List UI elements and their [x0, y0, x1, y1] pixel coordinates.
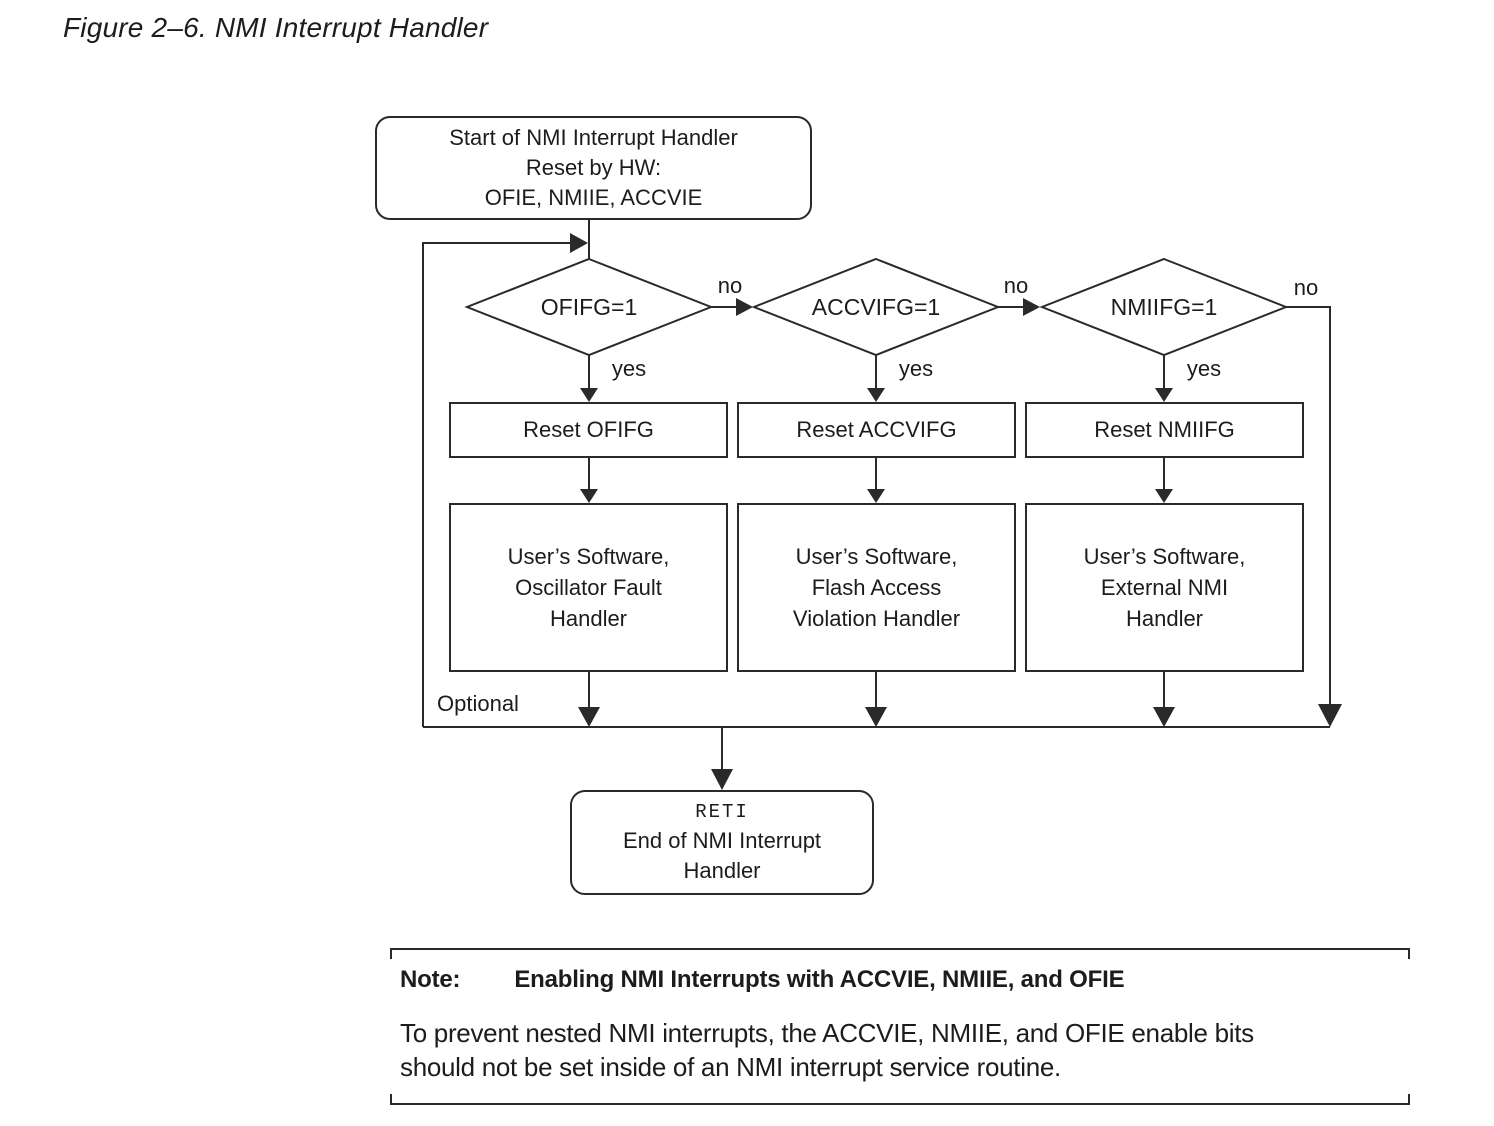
process-line: User’s Software,	[507, 544, 670, 569]
optional-label: Optional	[437, 691, 519, 716]
decision-ofifg-label: OFIFG=1	[540, 294, 638, 320]
decision-accvifg-label: ACCVIFG=1	[811, 294, 941, 320]
edge-label-no: no	[717, 273, 743, 298]
process-reset-nmiifg	[1025, 402, 1304, 458]
process-label: Reset NMIIFG	[1094, 417, 1235, 442]
edge-label-no: no	[1003, 273, 1029, 298]
process-line: Violation Handler	[792, 606, 961, 631]
note-bottom-rule	[390, 1094, 1410, 1105]
process-line: Handler	[549, 606, 628, 631]
process-line: User’s Software,	[1083, 544, 1246, 569]
end-node-code: RETI	[695, 801, 749, 823]
note-top-rule	[390, 948, 1410, 959]
process-flash-access-violation-handler	[737, 503, 1016, 672]
edge-label-no: no	[1293, 275, 1319, 300]
process-reset-accvifg	[737, 402, 1016, 458]
end-node-line: End of NMI Interrupt	[622, 828, 822, 853]
process-line: User’s Software,	[795, 544, 958, 569]
note-body-line: should not be set inside of an NMI interrupt service routine.	[400, 1052, 1061, 1082]
start-node-line: OFIE, NMIIE, ACCVIE	[484, 185, 703, 210]
process-oscillator-fault-handler	[449, 503, 728, 672]
process-line: External NMI	[1100, 575, 1229, 600]
process-label: Reset OFIFG	[523, 417, 654, 442]
note-prefix: Note:	[400, 966, 461, 993]
start-node	[375, 116, 812, 220]
edge-label-yes: yes	[1186, 356, 1222, 381]
note-title: Enabling NMI Interrupts with ACCVIE, NMIIE, and OFIE	[514, 966, 1125, 993]
decision-nmiifg-label: NMIIFG=1	[1110, 294, 1218, 320]
edge-label-yes: yes	[898, 356, 934, 381]
process-label: Reset ACCVIFG	[796, 417, 957, 442]
process-external-nmi-handler	[1025, 503, 1304, 672]
process-line: Handler	[1125, 606, 1204, 631]
note-body	[400, 1016, 1440, 1084]
note-body-line: To prevent nested NMI interrupts, the ACCVIE, NMIIE, and OFIE enable bits	[400, 1018, 1254, 1048]
edge-label-yes: yes	[611, 356, 647, 381]
note-heading	[400, 966, 1124, 994]
start-node-line: Reset by HW:	[525, 155, 662, 180]
figure-caption: Figure 2–6. NMI Interrupt Handler	[63, 12, 489, 43]
start-node-line: Start of NMI Interrupt Handler	[449, 125, 738, 150]
end-node-line: Handler	[683, 858, 761, 883]
process-reset-ofifg	[449, 402, 728, 458]
end-node	[570, 790, 874, 895]
process-line: Oscillator Fault	[515, 575, 662, 600]
process-line: Flash Access	[811, 575, 942, 600]
